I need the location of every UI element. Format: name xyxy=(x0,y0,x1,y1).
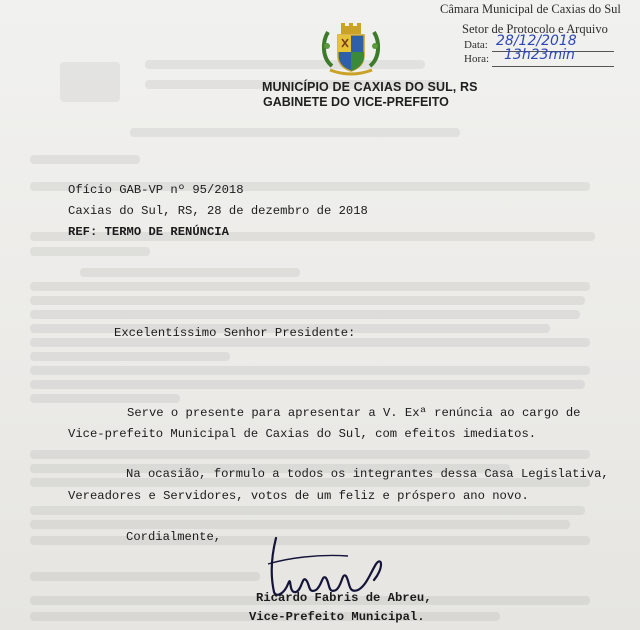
stamp-time-label: Hora: xyxy=(464,53,490,65)
signer-name: Ricardo Fabris de Abreu, xyxy=(256,591,432,605)
signer-role: Vice-Prefeito Municipal. xyxy=(249,610,425,624)
paragraph-1-line-2: Vice-prefeito Municipal de Caxias do Sul, com efeitos imediatos. xyxy=(68,427,537,441)
municipal-crest-icon xyxy=(320,22,382,78)
stamp-time-underline xyxy=(492,66,614,67)
reference-line: REF: TERMO DE RENÚNCIA xyxy=(68,225,229,239)
stamp-date-value: 28/12/2018 xyxy=(496,33,577,49)
protocol-stamp xyxy=(440,2,636,72)
closing: Cordialmente, xyxy=(126,530,222,544)
paragraph-1-line-1: Serve o presente para apresentar a V. Exª renúncia ao cargo de xyxy=(127,406,581,420)
oficio-number: Ofício GAB-VP nº 95/2018 xyxy=(68,183,244,197)
stamp-time-value: 13h23min xyxy=(504,47,575,63)
stamp-department: Setor de Protocolo e Arquivo xyxy=(462,22,608,36)
municipality-title: MUNICÍPIO DE CAXIAS DO SUL, RS xyxy=(262,80,478,94)
office-subtitle: GABINETE DO VICE-PREFEITO xyxy=(263,95,449,109)
place-and-date: Caxias do Sul, RS, 28 de dezembro de 2018 xyxy=(68,204,368,218)
paragraph-2-line-1: Na ocasião, formulo a todos os integrantes dessa Casa Legislativa, xyxy=(126,467,609,481)
paragraph-2-line-2: Vereadores e Servidores, votos de um feliz e próspero ano novo. xyxy=(68,489,529,503)
salutation: Excelentíssimo Senhor Presidente: xyxy=(114,326,356,340)
stamp-institution: Câmara Municipal de Caxias do Sul xyxy=(440,2,621,16)
stamp-date-label: Data: xyxy=(464,39,488,51)
